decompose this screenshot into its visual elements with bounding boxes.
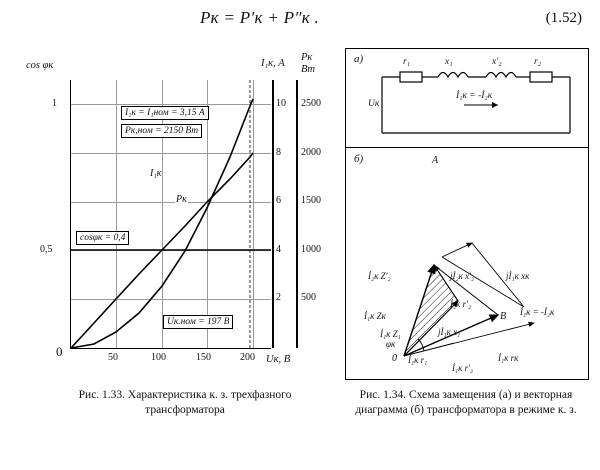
tick-label-x-150: 150: [196, 352, 211, 363]
vector-label-i1k-z1: İ₁к Z₁: [380, 329, 401, 339]
caption-figure-1-34: Рис. 1.34. Схема замещения (а) и векторная диаграмма (б) трансформатора в режиме к. з.: [355, 389, 577, 416]
subfigure-label-a: а): [354, 53, 364, 65]
annotation-p-nom: Pк,ном = 2150 Вт: [121, 124, 202, 138]
chart-right-axis-title-2: Bт: [301, 64, 315, 75]
tick-label-x-50: 50: [108, 352, 118, 363]
tick-label-i-2: 2: [276, 292, 281, 303]
chart-right-axis-title-1: Pк: [301, 52, 313, 63]
chart-plot-area: [70, 80, 271, 349]
vector-point-origin: 0: [392, 353, 397, 364]
tick-label-p-500: 500: [301, 292, 316, 303]
formula-number: (1.52): [545, 10, 582, 26]
vector-point-b: B: [500, 311, 507, 322]
chart-x-axis-title: Uк, B: [266, 354, 291, 365]
chart-axis-current: [272, 80, 274, 348]
vector-point-a: A: [432, 155, 439, 166]
tick-label-i-8: 8: [276, 147, 281, 158]
vector-label-i1k-zk: İ₁к Zк: [364, 311, 386, 321]
tick-label-p-1000: 1000: [301, 244, 321, 255]
chart-axis-power: [296, 80, 298, 348]
circuit-current-label: İ₁к = -İ₂к: [456, 91, 493, 101]
vector-label-ji1k-xk: jİ₁к xк: [506, 271, 530, 281]
tick-label-i-10: 10: [276, 98, 286, 109]
vector-label-phi-k: φк: [386, 339, 396, 349]
tick-label-i-6: 6: [276, 195, 281, 206]
tick-label-i-4: 4: [276, 244, 281, 255]
chart-curves: [71, 80, 271, 348]
figure-1-34: [345, 48, 589, 380]
tick-label-cos-1: 1: [52, 98, 57, 109]
curve-label-i1k: I₁к: [150, 168, 162, 179]
annotation-i-nom: I₁к = I₁ном = 3,15 A: [121, 106, 209, 120]
circuit-element-r1: r₁: [403, 57, 410, 67]
vector-label-i1k-r1: İ₁к r₁: [408, 355, 428, 365]
vector-label-i1k-eq: İ₁к = -İ₂к: [520, 307, 555, 317]
tick-label-p-2000: 2000: [301, 147, 321, 158]
figure-divider: [346, 147, 588, 148]
chart-mid-axis-title: I₁к, A: [261, 58, 285, 69]
vector-label-i1k-rk: İ₁к rк: [498, 353, 519, 363]
circuit-element-x2p: x′₂: [492, 57, 502, 67]
caption-figure-1-33: Рис. 1.33. Характеристика к. з. трехфазного трансформатора: [78, 389, 292, 416]
tick-label-p-2500: 2500: [301, 98, 321, 109]
circuit-element-r2: r₂: [534, 57, 541, 67]
chart-left-axis-title: cos φк: [26, 60, 54, 71]
vector-label-ji1k-x1: jİ₁к x₁: [438, 327, 461, 337]
circuit-element-x1: x₁: [445, 57, 453, 67]
vector-label-i2k-z2p: İ₂к Z′₂: [368, 271, 391, 281]
vector-label-i1k-r2p: İ₁к r′₂: [452, 363, 474, 373]
formula-row: [0, 4, 600, 38]
formula-expression: Pк = P′к + P″к .: [200, 8, 320, 27]
figure-1-33: [18, 48, 338, 378]
tick-label-p-1500: 1500: [301, 195, 321, 206]
tick-label-x-100: 100: [151, 352, 166, 363]
subfigure-label-b: б): [354, 153, 364, 165]
tick-label-x-200: 200: [240, 352, 255, 363]
chart-origin-label: 0: [56, 344, 63, 359]
curve-label-pk: Pк: [176, 194, 187, 205]
vector-label-i2k-r2p: İ₂к r′₂: [450, 299, 472, 309]
vector-diagram: [346, 149, 588, 379]
circuit-source-label: Uк: [368, 99, 380, 109]
vector-label-ji2k-x2p: jİ₂к x′₂: [450, 271, 475, 281]
annotation-u-nom: Uк.ном = 197 B: [163, 315, 233, 329]
tick-label-cos-05: 0,5: [40, 244, 53, 255]
annotation-cos-phi: cosφк = 0,4: [76, 231, 129, 245]
